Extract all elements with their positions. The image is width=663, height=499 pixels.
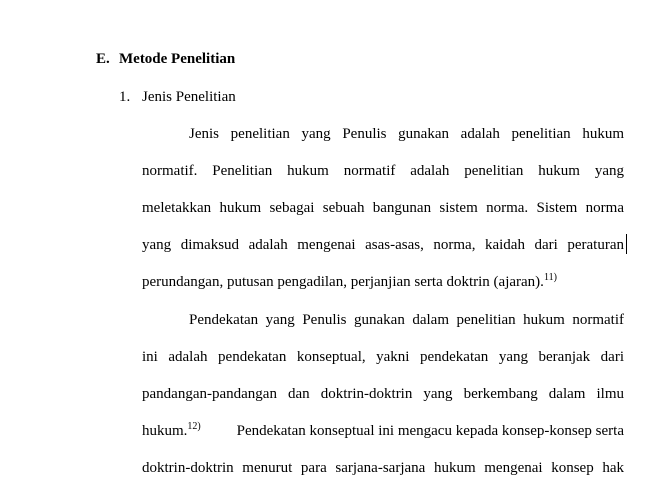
- paragraph-1-line-3: meletakkan hukum sebagai sebuah bangunan sistem norma. Sistem norma: [142, 200, 624, 216]
- section-heading: [96, 51, 235, 68]
- hukum-word: hukum.: [142, 423, 188, 439]
- subsection-title: Jenis Penelitian: [142, 89, 236, 105]
- paragraph-1-line-5-text: perundangan, putusan pengadilan, perjanjian serta doktrin (ajaran).: [142, 274, 544, 290]
- paragraph-2-line-5: doktrin-doktrin menurut para sarjana-sarjana hukum mengenai konsep hak: [142, 460, 624, 476]
- paragraph-1-line-5: [142, 272, 624, 292]
- paragraph-2-line-3: pandangan-pandangan dan doktrin-doktrin yang berkembang dalam ilmu: [142, 386, 624, 402]
- section-letter: E.: [96, 51, 110, 67]
- paragraph-2-line-2: ini adalah pendekatan konseptual, yakni pendekatan yang beranjak dari: [142, 349, 624, 365]
- text-cursor: [626, 234, 627, 254]
- paragraph-2-line-1: Pendekatan yang Penulis gunakan dalam penelitian hukum normatif: [189, 312, 624, 328]
- subsection-number: 1.: [119, 89, 131, 105]
- subsection-heading: [119, 89, 236, 106]
- footnote-ref-11: 11): [543, 272, 557, 283]
- paragraph-2-line-4-rest: Pendekatan konseptual ini mengacu kepada konsep-konsep serta: [236, 423, 624, 439]
- paragraph-1-line-2: normatif. Penelitian hukum normatif adalah penelitian hukum yang: [142, 163, 624, 179]
- paragraph-1-line-4: yang dimaksud adalah mengenai asas-asas, norma, kaidah dari peraturan: [142, 237, 624, 253]
- footnote-ref-12: 12): [187, 421, 201, 432]
- section-title: Metode Penelitian: [119, 51, 236, 67]
- paragraph-2-line-4-start: [142, 421, 201, 441]
- paragraph-2-line-4: [142, 421, 624, 441]
- paragraph-1-line-1: Jenis penelitian yang Penulis gunakan adalah penelitian hukum: [189, 126, 624, 142]
